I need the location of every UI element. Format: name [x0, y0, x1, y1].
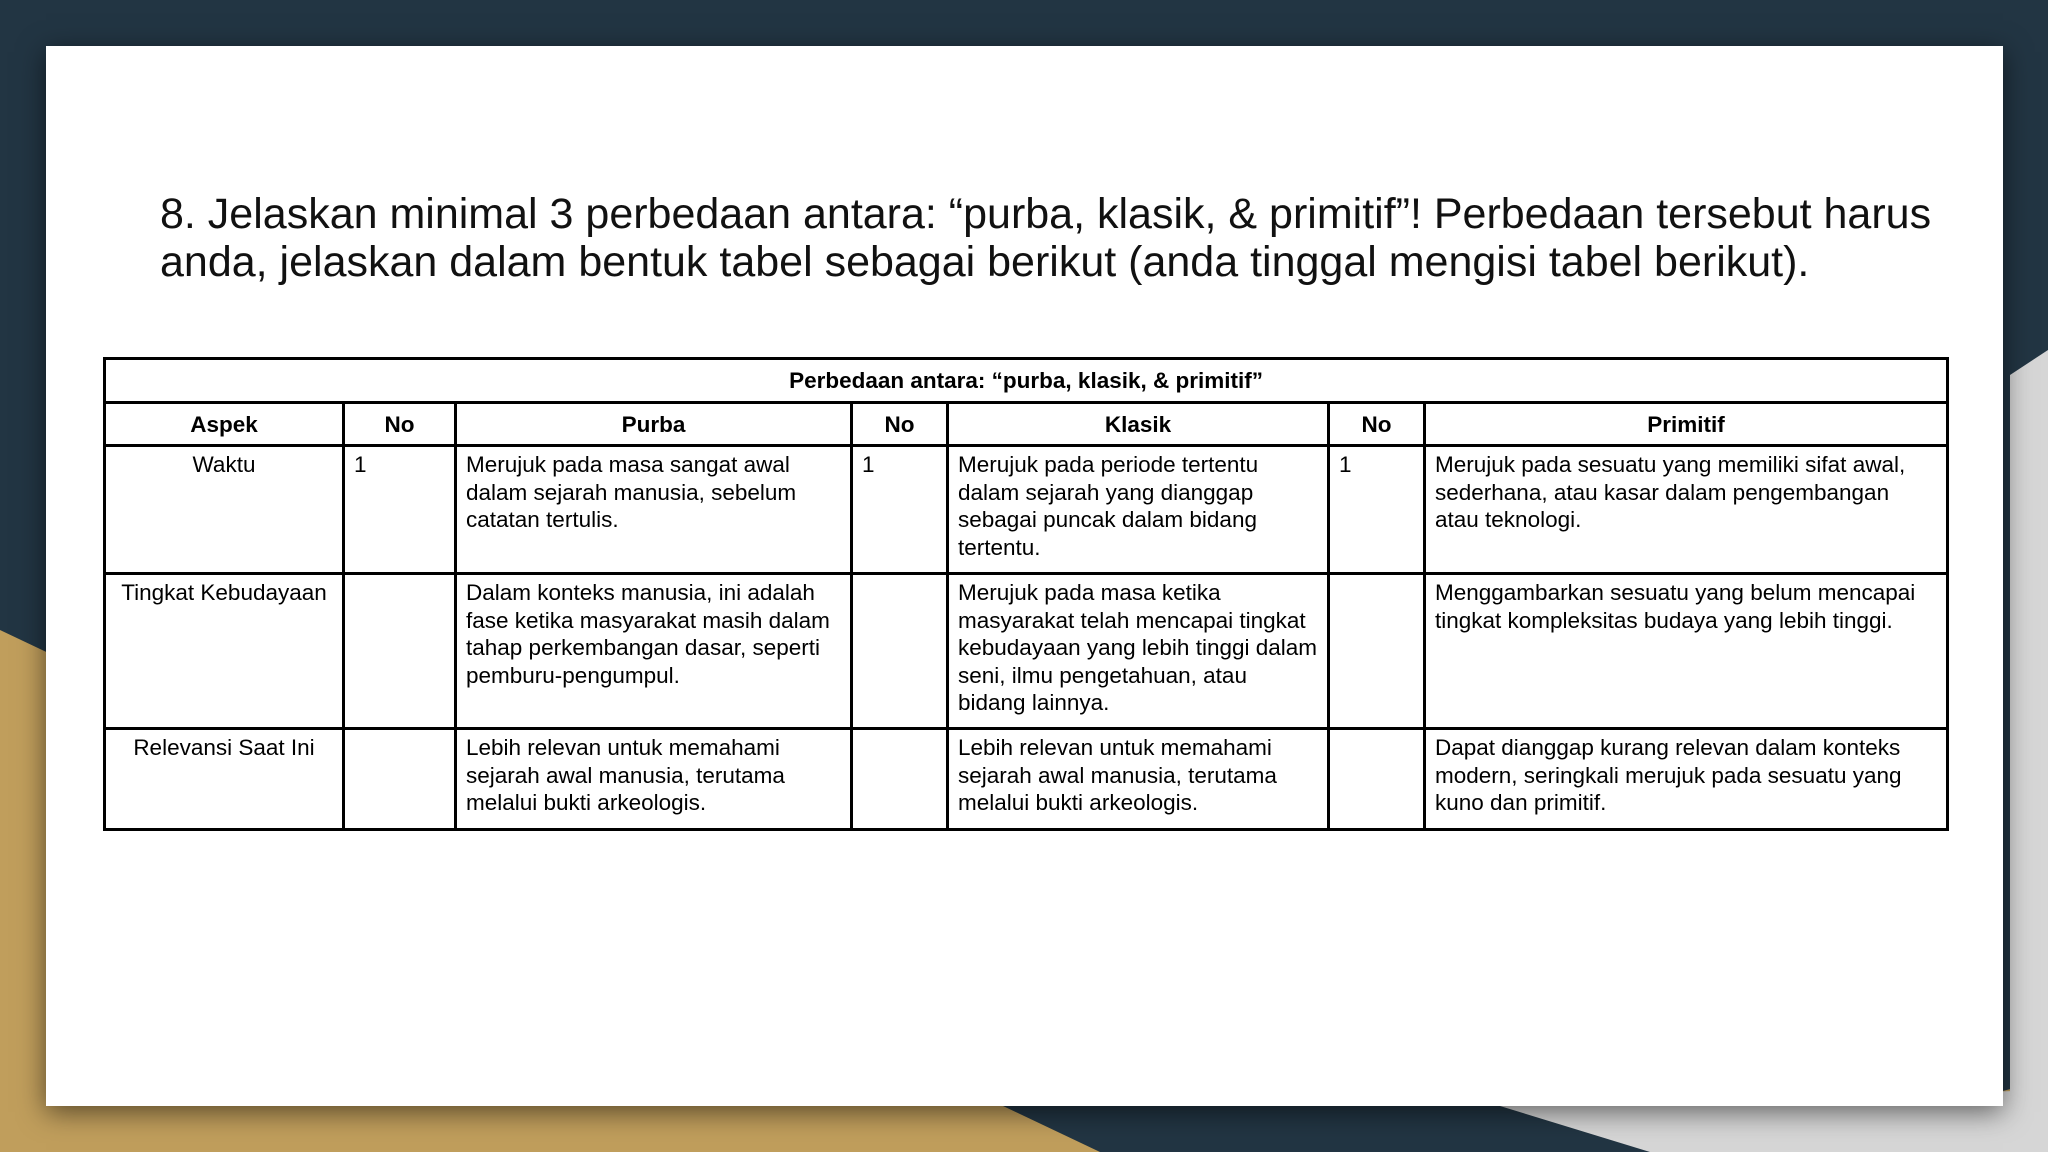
cell-primitif: Dapat dianggap kurang relevan dalam konteks modern, seringkali merujuk pada sesuatu yang kuno dan primitif.	[1425, 729, 1948, 830]
table-header-row	[105, 402, 1948, 446]
header-no-primitif: No	[1329, 402, 1425, 446]
cell-aspek: Relevansi Saat Ini	[105, 729, 344, 830]
cell-aspek: Waktu	[105, 446, 344, 574]
cell-aspek: Tingkat Kebudayaan	[105, 574, 344, 729]
cell-purba: Merujuk pada masa sangat awal dalam sejarah manusia, sebelum catatan tertulis.	[456, 446, 852, 574]
header-purba: Purba	[456, 402, 852, 446]
cell-no-klasik	[852, 574, 948, 729]
header-no-purba: No	[344, 402, 456, 446]
cell-purba: Lebih relevan untuk memahami sejarah awal manusia, terutama melalui bukti arkeologis.	[456, 729, 852, 830]
cell-no-klasik: 1	[852, 446, 948, 574]
cell-no-purba	[344, 574, 456, 729]
cell-purba: Dalam konteks manusia, ini adalah fase ketika masyarakat masih dalam tahap perkembangan dasar, seperti pemburu-pengumpul.	[456, 574, 852, 729]
cell-primitif: Menggambarkan sesuatu yang belum mencapai tingkat kompleksitas budaya yang lebih tinggi.	[1425, 574, 1948, 729]
question-text: 8. Jelaskan minimal 3 perbedaan antara: “purba, klasik, & primitif”! Perbedaan tersebut harus anda, jelaskan dalam bentuk tabel sebagai berikut (anda tinggal mengisi tabel berikut).	[160, 190, 1932, 286]
cell-no-purba: 1	[344, 446, 456, 574]
slide-page	[46, 46, 2003, 1106]
table-row	[105, 729, 1948, 830]
table-row	[105, 574, 1948, 729]
table-row	[105, 446, 1948, 574]
cell-klasik: Lebih relevan untuk memahami sejarah awal manusia, terutama melalui bukti arkeologis.	[948, 729, 1329, 830]
header-klasik: Klasik	[948, 402, 1329, 446]
cell-klasik: Merujuk pada periode tertentu dalam sejarah yang dianggap sebagai puncak dalam bidang tertentu.	[948, 446, 1329, 574]
header-aspek: Aspek	[105, 402, 344, 446]
comparison-table	[103, 357, 1949, 831]
cell-no-primitif	[1329, 574, 1425, 729]
table-title: Perbedaan antara: “purba, klasik, & primitif”	[105, 359, 1948, 403]
cell-no-primitif	[1329, 729, 1425, 830]
cell-klasik: Merujuk pada masa ketika masyarakat telah mencapai tingkat kebudayaan yang lebih tinggi dalam seni, ilmu pengetahuan, atau bidang lainnya.	[948, 574, 1329, 729]
cell-no-purba	[344, 729, 456, 830]
cell-no-primitif: 1	[1329, 446, 1425, 574]
header-primitif: Primitif	[1425, 402, 1948, 446]
header-no-klasik: No	[852, 402, 948, 446]
cell-primitif: Merujuk pada sesuatu yang memiliki sifat awal, sederhana, atau kasar dalam pengembangan atau teknologi.	[1425, 446, 1948, 574]
cell-no-klasik	[852, 729, 948, 830]
table-title-row	[105, 359, 1948, 403]
